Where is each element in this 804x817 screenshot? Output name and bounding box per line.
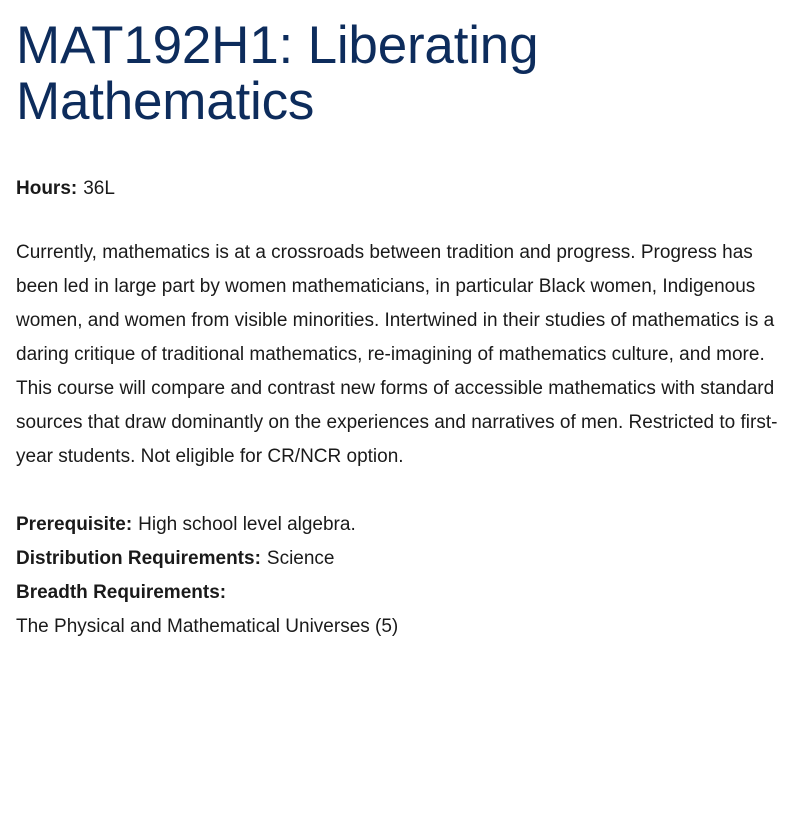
course-requirements (16, 508, 792, 644)
breadth-value-row (16, 610, 792, 644)
course-page (16, 18, 792, 644)
hours-value: 36L (83, 178, 115, 199)
distribution-value: Science (266, 548, 335, 569)
hours-row (16, 177, 792, 201)
breadth-label: Breadth Requirements: (16, 582, 227, 603)
course-title: MAT192H1: Liberating Mathematics (16, 16, 539, 131)
prerequisite-label: Prerequisite: (16, 514, 133, 535)
course-description: Currently, mathematics is at a crossroads between tradition and progress. Progress has been led in large part by women mathematicians, in particular Black women, Indigenous women, and women from visible minorities. Intertwined in their studies of mathematics is a daring critique of traditional mathematics, re-imagining of mathematics culture, and more. This course will compare and contrast new forms of accessible mathematics with standard sources that draw dominantly on the experiences and narratives of men. Restricted to first-year students. Not eligible for CR/NCR option. (16, 242, 778, 467)
distribution-label: Distribution Requirements: (16, 548, 261, 569)
prerequisite-value: High school level algebra. (138, 514, 356, 535)
breadth-value: The Physical and Mathematical Universes (5) (16, 616, 399, 637)
distribution-row (16, 542, 792, 576)
hours-label: Hours: (16, 178, 78, 199)
prerequisite-row (16, 508, 792, 542)
breadth-label-row (16, 576, 792, 610)
